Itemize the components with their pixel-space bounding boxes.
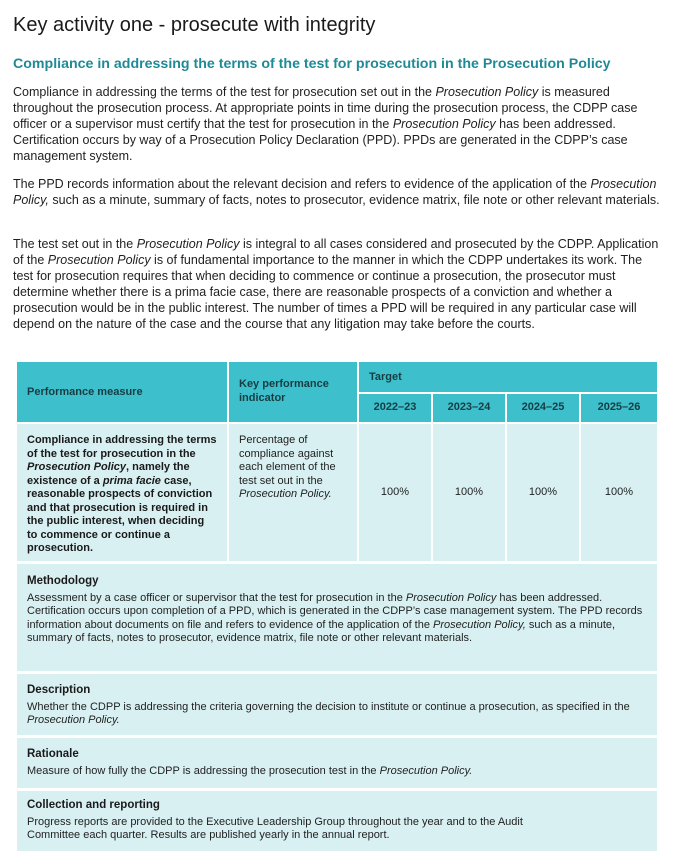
target-2023-24-value: 100% [433, 424, 505, 561]
section-heading: Compliance in addressing the terms of the test for prosecution in the Prosecution Policy [13, 56, 611, 72]
kpi-cell: Percentage of compliance against each element of the test set out in the Prosecution Policy. [229, 424, 357, 561]
paragraph-1: Compliance in addressing the terms of the test for prosecution set out in the Prosecution Policy is measured throughout the prosecution process. At appropriate points in time during the prosecution process, the CDPP case officer or a supervisor must certify that the test for prosecution in the Prosecution Policy has been addressed. Certification occurs by way of a Prosecution Policy Declaration (PPD). PPDs are generated in the CDPP’s case management system. [13, 85, 638, 163]
rationale-title: Rationale [27, 748, 79, 760]
methodology-title: Methodology [27, 575, 99, 587]
header-target: Target [359, 362, 657, 392]
paragraph-2: The PPD records information about the relevant decision and refers to evidence of the application of the Prosecution Policy, such as a minute, summary of facts, notes to prosecutor, evidence matrix, file note or other relevant materials. [13, 177, 660, 207]
target-2024-25-value: 100% [507, 424, 579, 561]
header-kpi: Key performance indicator [229, 362, 357, 422]
header-performance-measure: Performance measure [17, 362, 227, 422]
description-section: Description Whether the CDPP is addressing the criteria governing the decision to institute or continue a prosecution, as specified in the Prosecution Policy. [17, 674, 657, 735]
target-2022-23-value: 100% [359, 424, 431, 561]
header-year-2023-24: 2023–24 [433, 394, 505, 422]
collection-reporting-title: Collection and reporting [27, 799, 160, 811]
page-title: Key activity one - prosecute with integrity [13, 14, 376, 36]
description-title: Description [27, 684, 91, 696]
methodology-section: Methodology Assessment by a case officer or supervisor that the test for prosecution in the Prosecution Policy has been addressed. Certification occurs upon completion of a PPD, which is generated in the CDPP’s case management system. The PPD records information about documents on file and refers to evidence of the application of the Prosecution Policy, such as a minute, summary of facts, notes to prosecutor, evidence matrix, file note or other relevant materials. [17, 564, 657, 671]
collection-reporting-section: Collection and reporting Progress reports are provided to the Executive Leadership Group throughout the year and to the Audit Committee each quarter. Results are published yearly in the annual report. [17, 791, 657, 851]
header-year-2024-25: 2024–25 [507, 394, 579, 422]
paragraph-3: The test set out in the Prosecution Policy is integral to all cases considered and prosecuted by the CDPP. Application of the Prosecution Policy is of fundamental importance to the manner in which the CDPP undertakes its work. The test for prosecution requires that when deciding to commence or continue a prosecution, the prosecutor must determine whether there is a prima facie case, there are reasonable prospects of a conviction and whether a prosecution would be in the public interest. The number of times a PPD will be required in any particular case will depend on the nature of the case and the course that any litigation may take before the courts. [13, 237, 659, 331]
measure-cell: Compliance in addressing the terms of the test for prosecution in the Prosecution Policy, namely the existence of a prima facie case, reasonable prospects of conviction and that prosecution is required in the public interest, when deciding to commence or continue a prosecution. [17, 424, 227, 561]
target-2025-26-value: 100% [581, 424, 657, 561]
header-year-2022-23: 2022–23 [359, 394, 431, 422]
header-year-2025-26: 2025–26 [581, 394, 657, 422]
rationale-section: Rationale Measure of how fully the CDPP is addressing the prosecution test in the Prosecution Policy. [17, 738, 657, 788]
